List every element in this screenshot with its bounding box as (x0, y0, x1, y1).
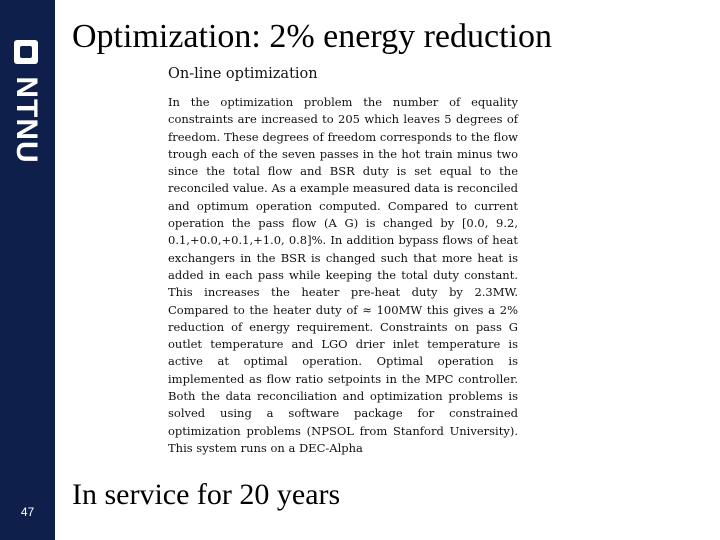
logo-label: NTNU (10, 76, 43, 164)
ntnu-logo-icon (14, 40, 38, 64)
excerpt-body: In the optimization problem the number of equality constraints are increased to 205 which leaves 5 degrees of freedom. These degrees of freedom corresponds to the flow trough each of the seven passes in the hot train minus two since the total flow and BSR duty is set equal to the reconciled value. As a example measured data is reconciled and optimum operation computed. Compared to current operation the pass flow (A G) is changed by [0.0, 9.2, 0.1,+0.0,+0.1,+1.0, 0.8]%. In addition bypass flows of heat exchangers in the BSR is changed such that more heat is added in each pass while keeping the total duty constant. This increases the heater pre-heat duty by 2.3MW. Compared to the heater duty of ≈ 100MW this gives a 2% reduction of energy requirement. Constraints on pass G outlet temperature and LGO drier inlet temperature is active at optimal operation. Optimal operation is implemented as flow ratio setpoints in the MPC controller. Both the data reconciliation and optimization problems is solved using a software package for constrained optimization problems (NPSOL from Stanford University). This system runs on a DEC-Alpha (168, 95, 518, 455)
document-excerpt (168, 66, 518, 457)
footer-caption: In service for 20 years (72, 478, 341, 511)
slide-title: Optimization: 2% energy reduction (72, 18, 552, 55)
ntnu-logo-text (10, 70, 42, 170)
sidebar (0, 0, 55, 540)
page-number: 47 (20, 505, 35, 519)
excerpt-heading: On-line optimization (168, 66, 318, 82)
